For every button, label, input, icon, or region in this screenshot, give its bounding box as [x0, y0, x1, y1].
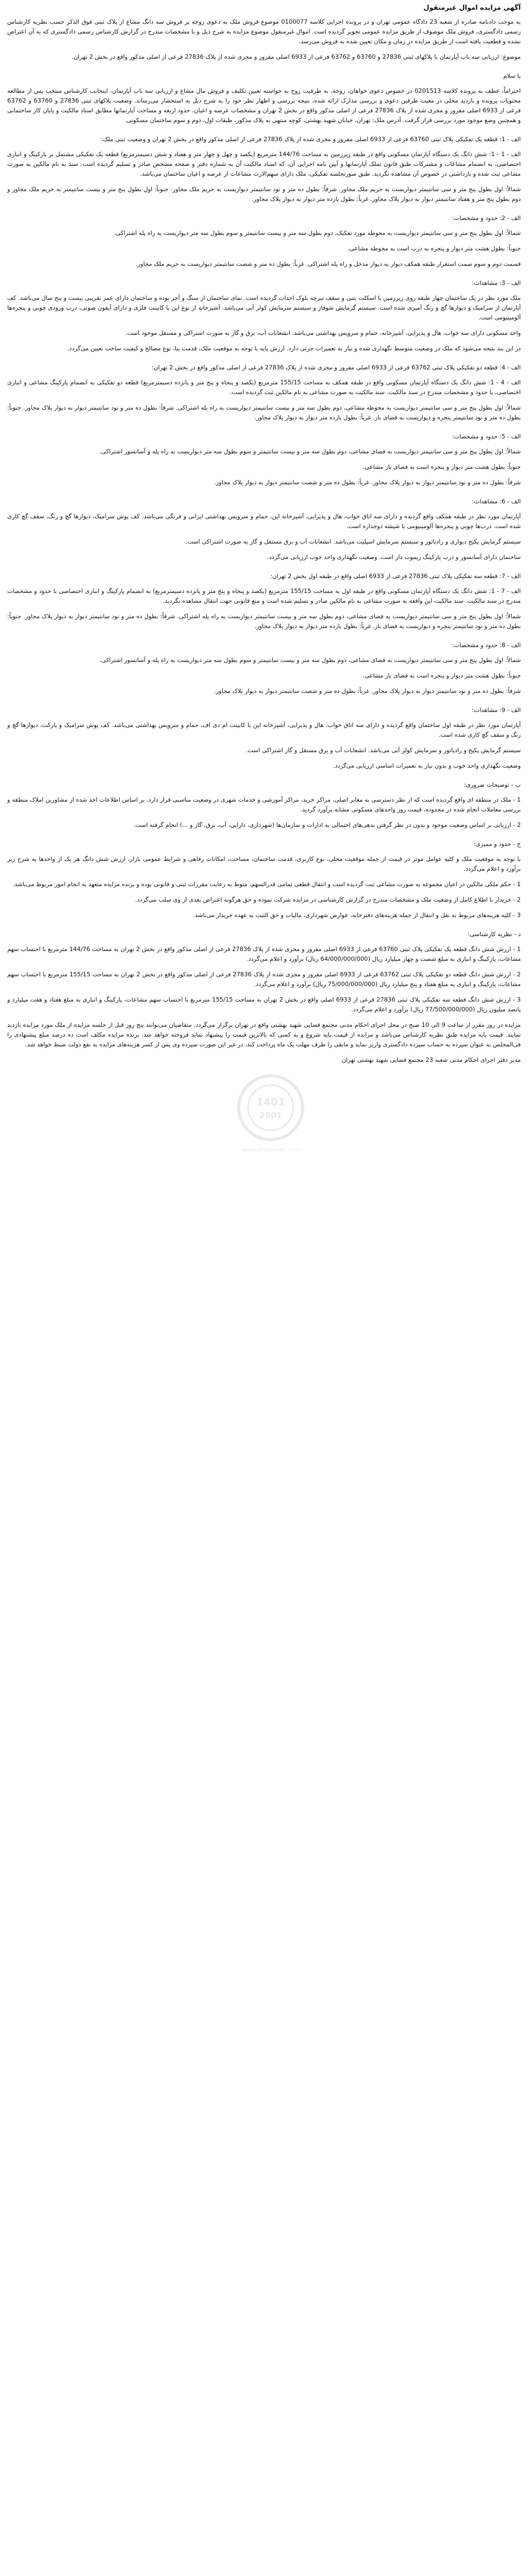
section-b3-paragraph: ساختمان دارای آسانسور و درب پارکینگ ریموت دار است. وضعیت نگهداری واحد خوب ارزیابی می‌گردد. — [267, 553, 521, 561]
section-c1-paragraph: الف - 7 - 1: شش دانگ یک دستگاه آپارتمان مسکونی واقع در طبقه اول به مساحت 155/15 مترمربع (یکصد و پنجاه و پنج متر و پانزده دسیمترمربع) به انضمام پارکینگ و انباری اختصاصی با حدود و مشخصات مندرج در سند مالکیت. سند مالکیت این واقعه به صورت مشاعی به نام مالکین صادر و تسلیم شده است و منع قانونی جهت انتقال مشاهده نگردید. — [7, 587, 521, 604]
watermark-number: 2001 — [259, 1110, 283, 1120]
section-e-paragraph: با توجه به موقعیت ملک و کلیه عوامل موثر در قیمت از جمله موقعیت محلی، نوع کاربری، قدمت ساختمان، مساحت، امکانات رفاهی و شرایط عمومی بازار، ارزش شش دانگ هر یک از واحدها به شرح زیر برآورد و اعلام می‌گردد. — [7, 855, 521, 872]
section-b2-paragraph: شرقاً: بطول ده متر و نود سانتیمتر دیوار به دیوار پلاک مجاور. غرباً: بطول ده متر و شصت سانتیمتر دیوار به دیوار پلاک مجاور. — [214, 479, 521, 486]
section-a1-paragraph: الف - 1 - 1: شش دانگ یک دستگاه آپارتمان مسکونی واقع در طبقه زیرزمین به مساحت 144/76 مترمربع (یکصد و چهل و چهار متر و هفتاد و شش دسیمترمربع) قطعه یک تفکیکی مشتمل بر پارکینگ و انباری اختصاصی، به انضمام مشاعات و مشترکات طبق قانون تملک آپارتمانها و آیین نامه اجرایی آن، که اسناد مالکیت آن به شماره دفتر و صفحه مشخص صادر و تسلیم گردیده است. سند به نام مالکین به صورت مشاعی ثبت شده و بازداشتی در خصوص آن مشاهده نگردید. طبق صورتجلسه تفکیکی، ملک دارای سهم‌الارث مشاعات از عرصه و اعیان ساختمان می‌باشد. — [7, 150, 521, 177]
section-c2-paragraph: شرقاً: بطول ده متر و نود سانتیمتر دیوار به دیوار پلاک مجاور. غرباً: بطول ده متر و شصت سانتیمتر دیوار به دیوار پلاک مجاور. — [214, 687, 521, 694]
section-c2-paragraph: شمالاً: اول بطول پنج متر و سی سانتیمتر دیواریست به فضای مشاعی، دوم بطول سه متر و بیست سانتیمتر و سوم بطول سه متر دیواریست به راه پله و آسانسور اشتراکی. — [99, 656, 521, 664]
section-c2-heading: الف - 8: حدود و مشخصات: — [452, 641, 521, 649]
section-f-heading: د - نظریه کارشناسی: — [468, 930, 521, 938]
section-a1-heading: الف - 1: قطعه یک تفکیکی پلاک ثبتی 63760 فرعی از 6933 اصلی مفروز و مجزی شده از پلاک 27836 فرعی از اصلی مذکور واقع در بخش 2 تهران و وضعیت ثبتی ملک: — [101, 135, 521, 143]
section-b3-heading: الف - 6: مشاهدات: — [472, 498, 521, 505]
section-a3-paragraph: واحد مسکونی دارای سه خواب، هال و پذیرایی، آشپزخانه، حمام و سرویس بهداشتی می‌باشد. انشعابات آب، برق و گاز به صورت اشتراکی و مستقل موجود است. — [125, 329, 521, 336]
document-title: آگهی مزایده اموال غیرمنقول — [423, 4, 521, 12]
section-c3-heading: الف - 9: مشاهدات: — [472, 706, 521, 714]
section-c3-paragraph: آپارتمان مورد نظر در طبقه اول ساختمان واقع گردیده و دارای سه اتاق خواب، هال و پذیرایی، آشپزخانه اپن با کابینت ام دی اف، حمام و سرویس بهداشتی می‌باشد. کف پوش سرامیک و پارکت، دیوارها گچ و رنگ و سقف گچ کاری شده است. — [7, 721, 521, 738]
section-a2-paragraph: جنوباً: بطول هشت متر دیوار و پنجره به درب است به محوطه مشاعی. — [348, 245, 521, 252]
section-e-heading: ج - حدود و ممیزی: — [473, 840, 521, 848]
section-c1-heading: الف - 7: قطعه سه تفکیکی پلاک ثبتی 27836 فرعی از 6933 اصلی واقع در طبقه اول بخش 2 تهران: — [270, 572, 521, 580]
section-b2-paragraph: شمالاً: اول بطول پنج متر و سی سانتیمتر دیواریست به فضای مشاعی، دوم بطول سه متر و بیست سانتیمتر و سوم بطول سه متر دیواریست به راه پله و آسانسور اشتراکی. — [99, 448, 521, 455]
watermark-url: www.ahoonews.com — [241, 1146, 300, 1153]
subject-paragraph: موضوع: ارزیابی سه باب آپارتمان با پلاکهای ثبتی 27836 و 63760 و 63762 فرعی از 6933 اصلی مفروز و مجزی شده از پلاک 27836 فرعی از اصلی مذکور واقع در بخش 2 تهران. — [72, 53, 521, 60]
preamble-paragraph: احتراماً، عطف به پرونده کلاسه 0201513 در خصوص دعوی خواهان، زوجه، به طرفیت زوج به خواسته تعیین تکلیف و فروش مال مشاع و ارزیابی سه باب آپارتمان، اینجانب کارشناس منتخب پس از مطالعه محتویات پرونده و بازدید محلی در معیت طرفین دعوی و بررسی مدارک ارائه شده، نتیجه بررسی و اظهار نظر خود را به شرح ذیل به استحضار می‌رساند. وضعیت پلاکهای ثبتی 27836 و 63760 و 63762 فرعی از 6933 اصلی مفروز و مجزی شده از پلاک 27836 فرعی از اصلی مذکور واقع در بخش 2 تهران و مشخصات عرصه و اعیان، حدود اربعه و مساحت آپارتمانها مطابق اسناد مالکیت و پایان کار ساختمانی و همچنین وضع موجود مورد بررسی قرار گرفت. آدرس ملک: تهران، خیابان شهید بهشتی، کوچه منتهی به پلاک مذکور، طبقات اول، دوم و سوم ساختمان مسکونی. — [7, 87, 521, 124]
section-b3-paragraph: آپارتمان مورد نظر در طبقه همکف واقع گردیده و دارای سه اتاق خواب، هال و پذیرایی، آشپزخانه اپن، حمام و سرویس بهداشتی ایرانی و فرنگی می‌باشد. کف پوش سرامیک، دیوارها گچ و رنگ، سقف گچ کاری شده است. درب‌ها چوبی و پنجره‌ها آلومینیومی با شیشه دوجداره است. — [7, 513, 521, 530]
section-f-paragraph: مزایده در روز مقرر از ساعت 9 الی 10 صبح در محل اجرای احکام مدنی مجتمع قضایی شهید بهشتی واقع در تهران برگزار می‌گردد. متقاضیان می‌توانند پنج روز قبل از جلسه مزایده از ملک مورد مزایده بازدید نمایند. قیمت پایه مزایده طبق نظریه کارشناس می‌باشد و مزایده از قیمت پایه شروع و به کسی که بالاترین قیمت را پیشنهاد نماید فروخته خواهد شد. برنده مزایده مکلف است ده درصد مبلغ پیشنهادی را فی‌المجلس به عنوان سپرده به حساب سپرده دادگستری واریز نماید و مابقی را ظرف مهلت یک ماه پرداخت کند، در غیر این صورت سپرده وی پس از کسر هزینه‌های مزایده به نفع دولت ضبط خواهد شد. — [7, 1021, 521, 1048]
section-b2-heading: الف - 5: حدود و مشخصات: — [452, 433, 521, 440]
section-b1-paragraph: شمالاً: اول بطول پنج متر و سی سانتیمتر دیواریست به محوطه مشاعی، دوم بطول سه متر و بیست سانتیمتر دیواریست به راه پله اشتراکی. شرقاً: بطول ده متر و نود سانتیمتر دیوار به دیوار پلاک مجاور. جنوباً: بطول ده متر و نود سانتیمتر پنجره و دیواریست به فضای باز. غرباً: بطول یازده متر دیوار به دیوار پلاک مجاور. — [7, 404, 521, 421]
section-d-heading: ب - توضیحات ضروری: — [464, 781, 521, 788]
section-f-paragraph: 3 - ارزش شش دانگ قطعه سه تفکیکی پلاک ثبتی 27836 فرعی از 6933 اصلی واقع در بخش 2 تهران به مساحت 155/15 مترمربع با احتساب سهم مشاعات، پارکینگ و انباری به مبلغ هفتاد و هفت میلیارد و پانصد میلیون ریال (77/500/000/000 ریال) برآورد و اعلام می‌گردد. — [7, 996, 521, 1013]
section-e-paragraph: 3 - کلیه هزینه‌های مربوط به نقل و انتقال از جمله هزینه‌های دفترخانه، عوارض شهرداری، مالیات و حق الثبت به عهده خریدار می‌باشد. — [193, 911, 521, 919]
section-b1-heading: الف - 4: قطعه دو تفکیکی پلاک ثبتی 63762 فرعی از 6933 اصلی مفروز و مجزی شده از پلاک 27836 فرعی از اصلی مذکور واقع در بخش 2 تهران: — [152, 364, 521, 371]
section-c3-paragraph: سیستم گرمایش پکیج و رادیاتور و سرمایش کولر آبی می‌باشد. انشعابات آب و برق مستقل و گاز اشتراکی است. — [245, 747, 521, 754]
section-c2-paragraph: جنوباً: بطول هشت متر دیوار و پنجره است به فضای باز مشاعی. — [362, 672, 521, 679]
section-b2-paragraph: جنوباً: بطول هشت متر دیوار و پنجره است به فضای باز مشاعی. — [362, 463, 521, 470]
section-d-paragraph: 1 - ملک در منطقه ای واقع گردیده است که از نظر دسترسی به معابر اصلی، مراکز خرید، مراکز آموزشی و خدمات شهری در وضعیت مناسبی قرار دارد. بر اساس اطلاعات اخذ شده از مشاورین املاک منطقه و بررسی معاملات انجام شده در محدوده، قیمت روز واحدهای مسکونی مشابه برآورد گردید. — [7, 796, 521, 813]
section-c1-paragraph: شمالاً: اول بطول پنج متر و سی سانتیمتر دیواریست به فضای مشاعی، دوم بطول سه متر و بیست سانتیمتر دیواریست به راه پله اشتراکی. شرقاً: بطول ده متر و نود سانتیمتر دیوار به دیوار پلاک مجاور. جنوباً: بطول ده متر و نود سانتیمتر پنجره و دیواریست به فضای باز. غرباً: بطول یازده متر دیوار به دیوار پلاک مجاور. — [7, 613, 521, 630]
section-a3-paragraph: در این بند نتیجه می‌شود که ملک در وضعیت متوسط نگهداری شده و نیاز به تعمیرات جزئی دارد. ارزش پایه با توجه به موقعیت ملک، قدمت بنا، نوع مصالح و کیفیت ساخت تعیین می‌گردد. — [67, 345, 521, 352]
section-a3-heading: الف - 3: مشاهدات: — [472, 279, 521, 286]
greeting: با سلام — [503, 72, 521, 79]
signature-line: مدیر دفتر اجرای احکام مدنی شعبه 23 مجتمع قضایی شهید بهشتی تهران — [341, 1056, 521, 1063]
section-a1-paragraph: شمالاً: اول بطول پنج متر و سی سانتیمتر دیواریست به حریم ملک مجاور. شرقاً: بطول ده متر و نود سانتیمتر دیواریست به حریم ملک مجاور. جنوباً: اول بطول پنج متر و بیست سانتیمتر به حریم ملک مجاور و دوم بطول پنج متر و هفتاد سانتیمتر دیوار به دیوار پلاک مجاور. غرباً: بطول یازده متر دیوار به دیوار پلاک مجاور. — [7, 185, 521, 202]
section-a3-paragraph: ملک مورد نظر در یک ساختمان چهار طبقه روی زیرزمین با اسکلت بتنی و سقف تیرچه بلوک احداث گردیده است. نمای ساختمان از سنگ و آجر بوده و ساختمان دارای عمر تقریبی بیست و پنج سال می‌باشد. کف آپارتمان از سرامیک و دیوارها گچ و رنگ آمیزی شده است. سیستم گرمایش شوفاژ و سیستم سرمایش کولر آبی می‌باشد. آشپزخانه از نوع اپن با کابینت فلزی و دارای آیفون صوتی، درب ورودی چوبی و پنجره‌ها آلومینیومی است. — [7, 294, 521, 321]
section-f-paragraph: 1 - ارزش شش دانگ قطعه یک تفکیکی پلاک ثبتی 63760 فرعی از 6933 اصلی مفروز و مجزی شده از پلاک 27836 فرعی از اصلی مذکور واقع در بخش 2 تهران به مساحت 144/76 مترمربع با احتساب سهم مشاعات، پارکینگ و انباری به مبلغ شصت و چهار میلیارد ریال (64/000/000/000 ریال) برآورد و اعلام می‌گردد. — [7, 945, 521, 962]
section-b3-paragraph: سیستم گرمایش پکیج دیواری و رادیاتور و سیستم سرمایش اسپلیت می‌باشد. انشعابات آب و برق مستقل و گاز به صورت اشتراکی است. — [186, 538, 521, 545]
section-e-paragraph: 1 - حکم ملکی مالکین در اعیان مجموعه به صورت مشاعی ثبت گردیده است و انتقال قطعی تمامی قدرالسهم، منوط به رعایت مقررات ثبتی و قانونی بوده و برنده مزایده متعهد به انجام امور مربوط می‌باشد. — [12, 880, 521, 888]
section-a2-paragraph: قسمت دوم و سوم سمت استقرار طبقه همکف دیوار به دیوار مدخل و راه پله اشتراکی. غرباً: بطول ده متر و شصت سانتیمتر دیواریست به حریم ملک مجاور. — [135, 260, 521, 267]
section-c3-paragraph: وضعیت نگهداری واحد خوب و بدون نیاز به تعمیرات اساسی ارزیابی می‌گردد. — [333, 762, 521, 769]
section-d-paragraph: 2 - ارزیابی بر اساس وضعیت موجود و بدون در نظر گرفتن بدهی‌های احتمالی به ادارات و سازمان‌ها (شهرداری، دارایی، آب، برق، گاز و ...) انجام گرفته است. — [133, 821, 521, 828]
section-e-paragraph: 2 - خریدار با اطلاع کامل از وضعیت ملک و مشخصات مندرج در گزارش کارشناسی در مزایده شرکت نموده و حق هرگونه اعتراض بعدی از وی سلب می‌گردد. — [135, 896, 521, 903]
section-f-paragraph: 2 - ارزش شش دانگ قطعه دو تفکیکی پلاک ثبتی 63762 فرعی از 6933 اصلی مفروز و مجزی شده از پلاک 27836 فرعی از اصلی مذکور واقع در بخش 2 تهران به مساحت 155/15 مترمربع با احتساب سهم مشاعات، پارکینگ و انباری به مبلغ هفتاد و پنج میلیارد ریال (75/000/000/000 ریال) برآورد و اعلام می‌گردد. — [7, 971, 521, 988]
section-b1-paragraph: الف - 4 - 1: شش دانگ یک دستگاه آپارتمان مسکونی واقع در طبقه همکف به مساحت 155/15 مترمربع (یکصد و پنجاه و پنج متر و پانزده دسیمترمربع) قطعه دو تفکیکی به انضمام پارکینگ مشاعی و انباری اختصاصی، با حدود و مشخصات مندرج در سند مالکیت. سند مالکیت به صورت مشاعی به نام مالکین ثبت گردیده است. — [7, 379, 521, 396]
section-a2-paragraph: شمالاً: اول بطول پنج متر و سی سانتیمتر دیواریست به محوطه مورد تفکیک، دوم بطول سه متر و بیست سانتیمتر و سوم بطول سه متر دیواریست به راه پله اشتراکی. — [113, 229, 521, 236]
intro-paragraph: به موجب دادنامه صادره از شعبه 23 دادگاه عمومی تهران و در پرونده اجرایی کلاسه 0100077 موضوع فروش ملک به دعوی زوجه بر فروش سه دانگ مشاع از پلاک ثبتی فوق الذکر حسب نظریه کارشناس رسمی دادگستری، فروش ملک موصوف از طریق مزایده عمومی تجویز گردیده است. اموال غیرمنقول موضوع مزایده به شرح ذیل و با مشخصات مندرج در گزارش کارشناس رسمی دادگستری که به آن اعتراض نشده و قطعیت یافته است از طریق مزایده در زمان و مکان تعیین شده به فروش می‌رسد. — [7, 18, 521, 45]
watermark-year: 1401 — [256, 1096, 285, 1108]
section-a2-heading: الف - 2: حدود و مشخصات: — [452, 214, 521, 222]
